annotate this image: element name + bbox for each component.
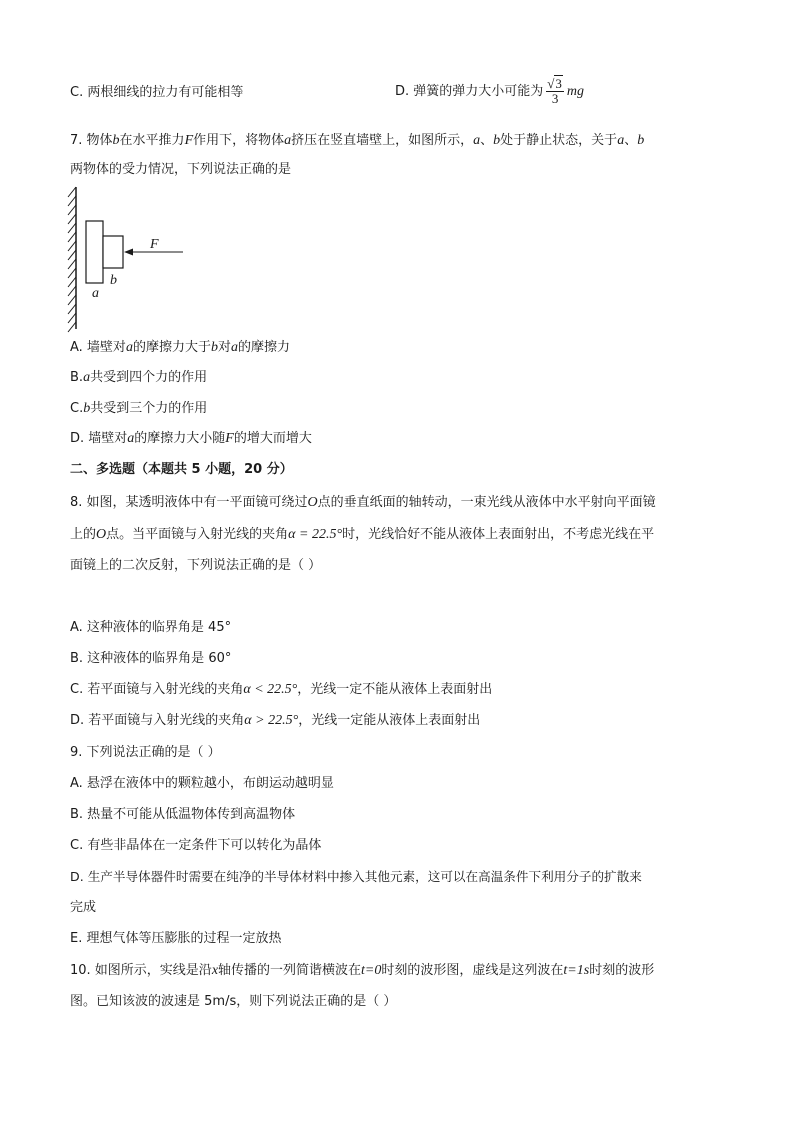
- label-F: F: [150, 237, 159, 252]
- q9-option-d-line2: 完成: [70, 900, 97, 915]
- q9-option-c: C. 有些非晶体在一定条件下可以转化为晶体: [70, 838, 322, 853]
- q7-figure-wall-blocks: [66, 185, 196, 335]
- q7-option-b: B.a共受到四个力的作用: [70, 370, 208, 385]
- force-arrowhead: [124, 249, 133, 256]
- q6-option-d-suffix: mg: [566, 84, 585, 99]
- label-a: a: [92, 286, 99, 301]
- q8-stem-line2: 上的O点。当平面镜与入射光线的夹角α = 22.5°时，光线恰好不能从液体上表面射出，不考虑光线在平: [70, 527, 655, 542]
- q7-option-a: A. 墙壁对a的摩擦力大于b对a的摩擦力: [70, 340, 290, 355]
- q8-option-b: B. 这种液体的临界角是 60°: [70, 651, 232, 666]
- q9-option-d-line1: D. 生产半导体器件时需要在纯净的半导体材料中掺入其他元素，这可以在高温条件下利用分子的扩散来: [70, 869, 642, 884]
- q10-stem-line1: 10. 如图所示，实线是沿x轴传播的一列简谐横波在t=0时刻的波形图，虚线是这列波在t=1s时刻的波形: [70, 963, 655, 978]
- wall-hatching: [68, 187, 76, 332]
- q7-option-c: C.b共受到三个力的作用: [70, 401, 208, 416]
- q6-option-c-text: C. 两根细线的拉力有可能相等: [70, 85, 244, 100]
- q6-option-d: [395, 72, 584, 112]
- section-heading-multiple-choice: 二、多选题（本题共 5 小题，20 分）: [70, 462, 293, 477]
- q7-stem-line2: 两物体的受力情况，下列说法正确的是: [70, 162, 292, 177]
- q7-option-d: D. 墙壁对a的摩擦力大小随F的增大而增大: [70, 431, 312, 446]
- q8-stem-line1: 8. 如图，某透明液体中有一平面镜可绕过O点的垂直纸面的轴转动，一束光线从液体中水平射向平面镜: [70, 495, 656, 510]
- q8-stem-line3: 面镜上的二次反射，下列说法正确的是（ ）: [70, 558, 322, 573]
- q9-option-e: E. 理想气体等压膨胀的过程一定放热: [70, 931, 282, 946]
- q9-option-b: B. 热量不可能从低温物体传到高温物体: [70, 807, 296, 822]
- q10-stem-line2: 图。已知该波的波速是 5m/s，则下列说法正确的是（ ）: [70, 994, 397, 1009]
- sqrt-symbol: √3: [547, 76, 562, 91]
- block-b: [103, 236, 123, 268]
- q8-option-c: C. 若平面镜与入射光线的夹角α < 22.5°，光线一定不能从液体上表面射出: [70, 682, 493, 697]
- q8-option-a: A. 这种液体的临界角是 45°: [70, 620, 232, 635]
- q6-option-d-prefix: D. 弹簧的弹力大小可能为: [395, 84, 544, 99]
- q6-option-c: [70, 84, 243, 102]
- q6-option-d-fraction: $\frac{√3}{3}$: [547, 76, 562, 106]
- q8-option-d: D. 若平面镜与入射光线的夹角α > 22.5°，光线一定能从液体上表面射出: [70, 713, 481, 728]
- q9-option-a: A. 悬浮在液体中的颗粒越小，布朗运动越明显: [70, 776, 334, 791]
- q9-stem: 9. 下列说法正确的是（ ）: [70, 745, 221, 760]
- label-b: b: [110, 273, 117, 288]
- block-a: [86, 221, 103, 283]
- q7-stem-line1: 7. 物体b在水平推力F作用下，将物体a挤压在竖直墙壁上，如图所示，a、b处于静止状态，关于a、b: [70, 133, 645, 148]
